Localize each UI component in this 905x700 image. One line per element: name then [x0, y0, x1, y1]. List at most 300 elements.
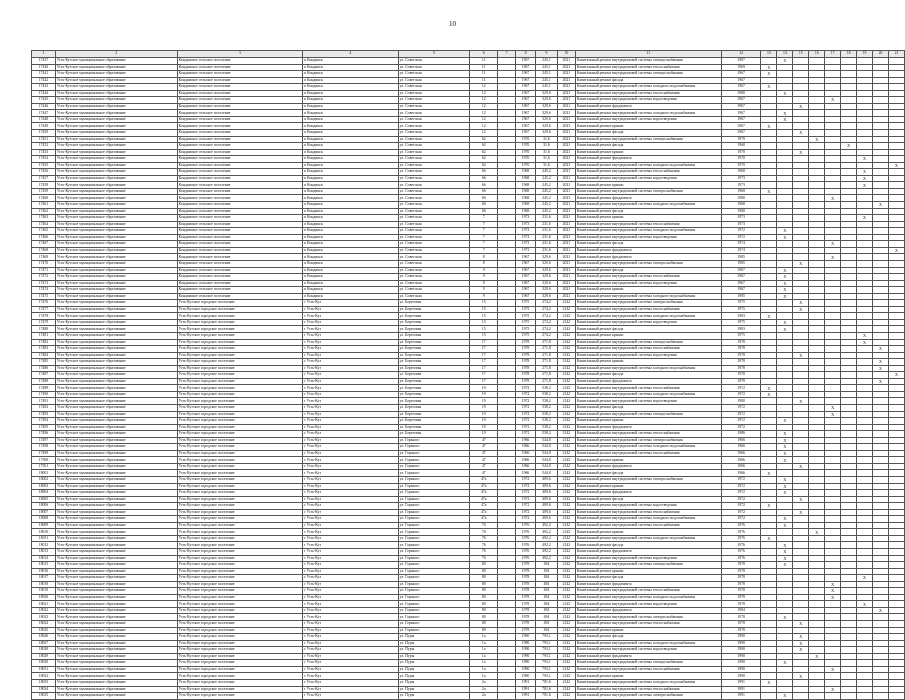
table-cell: 1972	[721, 516, 761, 523]
table-cell: 17490	[32, 391, 56, 398]
table-cell: 2142	[557, 424, 575, 431]
column-number-row	[32, 51, 905, 58]
table-cell: 1966	[516, 450, 536, 457]
table-cell: 17	[470, 339, 498, 346]
table-cell: 1968	[721, 143, 761, 150]
table-cell: 781,6	[535, 693, 557, 700]
table-cell: ул. Советская	[398, 195, 470, 202]
table-cell: 409,6	[535, 477, 557, 484]
table-cell: 66	[470, 202, 498, 209]
table-cell: Усть-Кутское муниципальное образование	[55, 693, 177, 700]
table-cell	[761, 693, 777, 700]
table-cell: 494	[535, 594, 557, 601]
table-cell: Капитальный ремонт внутридомовой системы электроснабжения	[575, 660, 721, 667]
table-cell: г Усть-Кут	[303, 601, 399, 608]
table-cell: Усть-Кутское городское поселение	[177, 404, 303, 411]
table-cell: 47	[470, 457, 498, 464]
table-cell: 47а	[470, 509, 498, 516]
table-cell: 2а	[470, 679, 498, 686]
table-cell: 1967	[721, 280, 761, 287]
table-cell: ул. Советская	[398, 215, 470, 222]
table-cell: Усть-Кутское муниципальное образование	[55, 97, 177, 104]
table-cell: Усть-Кутское городское поселение	[177, 594, 303, 601]
table-cell: 1970	[516, 162, 536, 169]
table-cell: Усть-Кутское городское поселение	[177, 470, 303, 477]
table-cell: ул. Горького	[398, 542, 470, 549]
table-cell: ул. Советская	[398, 188, 470, 195]
table-cell: 17451	[32, 136, 56, 143]
table-cell: Усть-Кутское муниципальное образование	[55, 247, 177, 254]
table-cell: г Усть-Кут	[303, 614, 399, 621]
table-cell: Усть-Кутское городское поселение	[177, 326, 303, 333]
table-cell: г Усть-Кут	[303, 319, 399, 326]
table-cell: 18011	[32, 535, 56, 542]
table-cell: Усть-Кутское муниципальное образование	[55, 195, 177, 202]
table-cell: 1990	[516, 634, 536, 641]
table-cell: 1а	[470, 653, 498, 660]
table-cell: Усть-Кутское городское поселение	[177, 346, 303, 353]
table-cell: 2142	[557, 607, 575, 614]
table-cell: 1972	[721, 418, 761, 425]
table-cell: Усть-Кутское муниципальное образование	[55, 208, 177, 215]
table-cell: 17441	[32, 71, 56, 78]
table-cell: Капитальный ремонт фасада	[575, 143, 721, 150]
table-cell: 538,2	[535, 391, 557, 398]
table-cell: Усть-Кутское муниципальное образование	[55, 411, 177, 418]
table-cell: Усть-Кутское муниципальное образование	[55, 365, 177, 372]
table-cell: 1972	[516, 496, 536, 503]
table-cell: Усть-Кутское муниципальное образование	[55, 594, 177, 601]
table-cell: Капитальный ремонт крыши	[575, 215, 721, 222]
table-cell: 1990	[721, 666, 761, 673]
table-cell: X	[777, 228, 793, 235]
table-cell: Усть-Кутское муниципальное образование	[55, 666, 177, 673]
table-cell: 17	[470, 359, 498, 366]
table-cell: 329,6	[535, 287, 557, 294]
table-cell: Усть-Кутское городское поселение	[177, 522, 303, 529]
table-cell: 80	[470, 562, 498, 569]
table-cell: Кондинское сельское поселение	[177, 90, 303, 97]
table-cell: 1990	[721, 640, 761, 647]
table-cell: Капитальный ремонт внутридомовой системы теплоснабжения	[575, 509, 721, 516]
table-cell: 2021	[557, 110, 575, 117]
column-header: 1	[32, 51, 56, 58]
table-cell: 2142	[557, 444, 575, 451]
table-cell: X	[793, 640, 809, 647]
table-cell: г Усть-Кут	[303, 581, 399, 588]
table-cell: 492,2	[535, 522, 557, 529]
table-cell: 409,6	[535, 496, 557, 503]
table-cell: п Кондинск	[303, 280, 399, 287]
table-cell: Усть-Кутское муниципальное образование	[55, 287, 177, 294]
table-cell: 19	[470, 411, 498, 418]
table-cell: Усть-Кутское городское поселение	[177, 496, 303, 503]
table-cell: 2142	[557, 457, 575, 464]
table-cell: 1а	[470, 660, 498, 667]
table-cell: 18016	[32, 568, 56, 575]
table-cell: Капитальный ремонт фундамента	[575, 378, 721, 385]
table-cell: 18032	[32, 673, 56, 680]
table-cell: 1967	[721, 130, 761, 137]
table-cell: Капитальный ремонт внутридомовой системы холодного водоснабжения	[575, 516, 721, 523]
table-cell: Капитальный ремонт внутридомовой системы водоотведения	[575, 319, 721, 326]
table-cell: 9	[470, 287, 498, 294]
table-cell: 544,8	[535, 450, 557, 457]
table-cell: ул. Береговая	[398, 372, 470, 379]
table-cell: Капитальный ремонт внутридомовой системы электроснабжения	[575, 411, 721, 418]
table-cell: X	[857, 169, 873, 176]
table-cell: Кондинское сельское поселение	[177, 110, 303, 117]
table-cell	[793, 693, 809, 700]
table-cell: 19	[470, 385, 498, 392]
table-cell: 9	[470, 274, 498, 281]
table-cell: Капитальный ремонт фасада	[575, 496, 721, 503]
table-cell: 1975	[516, 332, 536, 339]
table-cell: Усть-Кутское городское поселение	[177, 627, 303, 634]
table-cell: Усть-Кутское муниципальное образование	[55, 431, 177, 438]
table-cell: 1975	[516, 300, 536, 307]
table-cell: Капитальный ремонт фундамента	[575, 247, 721, 254]
table-cell: 2021	[557, 130, 575, 137]
table-cell: 18010	[32, 529, 56, 536]
table-cell: ул. Береговая	[398, 418, 470, 425]
table-cell: г Усть-Кут	[303, 326, 399, 333]
table-cell: 1978	[516, 627, 536, 634]
table-cell: 2021	[557, 77, 575, 84]
table-cell: п Кондинск	[303, 169, 399, 176]
table-cell: Усть-Кутское муниципальное образование	[55, 326, 177, 333]
table-cell: 245,2	[535, 169, 557, 176]
table-cell: ул. Советская	[398, 254, 470, 261]
table-cell: 1978	[721, 378, 761, 385]
table-cell: X	[761, 470, 777, 477]
table-cell: Усть-Кутское муниципальное образование	[55, 352, 177, 359]
table-cell: 7	[470, 241, 498, 248]
table-cell: Усть-Кутское муниципальное образование	[55, 588, 177, 595]
table-cell: 1966	[721, 470, 761, 477]
table-cell: 18020	[32, 594, 56, 601]
table-cell: п Кондинск	[303, 195, 399, 202]
table-cell: Капитальный ремонт внутридомовой системы теплоснабжения	[575, 346, 721, 353]
table-cell: Усть-Кутское муниципальное образование	[55, 522, 177, 529]
table-cell: 1972	[721, 496, 761, 503]
table-cell: п Кондинск	[303, 202, 399, 209]
table-cell: Капитальный ремонт внутридомовой системы электроснабжения	[575, 477, 721, 484]
table-cell: Усть-Кутское городское поселение	[177, 385, 303, 392]
table-cell: Усть-Кутское городское поселение	[177, 575, 303, 582]
table-cell: 1967	[721, 274, 761, 281]
table-cell: ул. Пуры	[398, 640, 470, 647]
table-cell: Усть-Кутское муниципальное образование	[55, 71, 177, 78]
table-cell: X	[825, 686, 841, 693]
table-cell: г Усть-Кут	[303, 503, 399, 510]
table-cell: 2021	[557, 260, 575, 267]
table-cell: 2142	[557, 516, 575, 523]
table-cell: X	[777, 116, 793, 123]
table-cell: 17467	[32, 241, 56, 248]
table-cell: ул. Горького	[398, 516, 470, 523]
table-cell: 1976	[721, 555, 761, 562]
table-cell: ул. Советская	[398, 149, 470, 156]
table-cell: X	[809, 529, 825, 536]
table-cell: 2142	[557, 477, 575, 484]
table-cell: Капитальный ремонт внутридомовой системы холодного водоснабжения	[575, 594, 721, 601]
table-cell: 1978	[721, 339, 761, 346]
table-cell: 66	[470, 182, 498, 189]
table-cell: 2021	[557, 143, 575, 150]
table-cell: г Усть-Кут	[303, 431, 399, 438]
table-cell: X	[793, 306, 809, 313]
table-cell: Усть-Кутское муниципальное образование	[55, 581, 177, 588]
table-cell: Капитальный ремонт крыши	[575, 529, 721, 536]
table-cell: 494	[535, 562, 557, 569]
table-cell: Усть-Кутское муниципальное образование	[55, 162, 177, 169]
table-cell: Кондинское сельское поселение	[177, 103, 303, 110]
table-cell: 1а	[470, 634, 498, 641]
table-cell: 1978	[516, 352, 536, 359]
table-cell: Усть-Кутское муниципальное образование	[55, 267, 177, 274]
column-header: 3	[177, 51, 303, 58]
table-cell: Капитальный ремонт внутридомовой системы водоотведения	[575, 647, 721, 654]
table-cell: 1967	[516, 293, 536, 300]
table-cell: Кондинское сельское поселение	[177, 77, 303, 84]
table-cell: Кондинское сельское поселение	[177, 234, 303, 241]
table-cell: Усть-Кутское муниципальное образование	[55, 280, 177, 287]
table-cell: 17477	[32, 306, 56, 313]
table-cell: 18022	[32, 607, 56, 614]
table-cell: 1968	[516, 169, 536, 176]
table-cell: 66	[470, 169, 498, 176]
table-cell: 2142	[557, 679, 575, 686]
table-cell: 19	[470, 431, 498, 438]
table-cell: Усть-Кутское городское поселение	[177, 607, 303, 614]
table-cell: Усть-Кутское городское поселение	[177, 653, 303, 660]
column-header: 13	[761, 51, 777, 58]
table-cell: Усть-Кутское муниципальное образование	[55, 84, 177, 91]
table-cell: 2021	[557, 136, 575, 143]
table-cell: Усть-Кутское городское поселение	[177, 418, 303, 425]
table-cell: 2142	[557, 359, 575, 366]
table-cell: X	[777, 522, 793, 529]
table-cell: 1967	[721, 84, 761, 91]
table-cell: 1972	[721, 477, 761, 484]
table-cell: ул. Советская	[398, 247, 470, 254]
table-cell: г Усть-Кут	[303, 418, 399, 425]
table-cell: ул. Горького	[398, 529, 470, 536]
table-cell: 1978	[516, 594, 536, 601]
table-cell: 76	[470, 555, 498, 562]
table-cell: Капитальный ремонт внутридомовой системы теплоснабжения	[575, 621, 721, 628]
table-cell: 1978	[516, 372, 536, 379]
table-cell: Капитальный ремонт внутридомовой системы электроснабжения	[575, 339, 721, 346]
table-cell: 494	[535, 588, 557, 595]
table-cell: Капитальный ремонт фасада	[575, 372, 721, 379]
table-cell: 1978	[516, 601, 536, 608]
table-cell: 2142	[557, 503, 575, 510]
table-cell: 544,8	[535, 437, 557, 444]
table-cell: Капитальный ремонт фасада	[575, 326, 721, 333]
table-cell: 245,2	[535, 188, 557, 195]
table-cell: 18009	[32, 522, 56, 529]
table-cell: 66	[470, 188, 498, 195]
table-cell: X	[825, 97, 841, 104]
table-cell: Усть-Кутское муниципальное образование	[55, 398, 177, 405]
table-cell: п Кондинск	[303, 143, 399, 150]
column-header: 2	[55, 51, 177, 58]
table-cell: Усть-Кутское городское поселение	[177, 503, 303, 510]
table-cell: 1967	[721, 71, 761, 78]
table-cell: 17470	[32, 260, 56, 267]
table-cell: г Усть-Кут	[303, 346, 399, 353]
table-cell: ул. Береговая	[398, 431, 470, 438]
table-cell: Капитальный ремонт фасада	[575, 542, 721, 549]
table-cell: ул. Горького	[398, 444, 470, 451]
table-cell: 17479	[32, 319, 56, 326]
table-cell: 1990	[721, 673, 761, 680]
table-cell: Усть-Кутское муниципальное образование	[55, 653, 177, 660]
table-cell: Усть-Кутское городское поселение	[177, 568, 303, 575]
table-cell: 793,1	[535, 647, 557, 654]
column-header: 8	[516, 51, 536, 58]
table-cell: Кондинское сельское поселение	[177, 247, 303, 254]
table-cell: Усть-Кутское муниципальное образование	[55, 130, 177, 137]
table-cell: 2142	[557, 562, 575, 569]
table-cell: г Усть-Кут	[303, 607, 399, 614]
table-cell: г Усть-Кут	[303, 621, 399, 628]
table-cell: 17450	[32, 130, 56, 137]
table-cell: г Усть-Кут	[303, 332, 399, 339]
table-cell: п Кондинск	[303, 77, 399, 84]
table-cell: 1978	[721, 575, 761, 582]
column-header: 12	[721, 51, 761, 58]
table-cell: ул. Советская	[398, 110, 470, 117]
table-cell: 47а	[470, 496, 498, 503]
table-cell: п Кондинск	[303, 215, 399, 222]
table-cell: 781,6	[535, 679, 557, 686]
table-cell: X	[761, 503, 777, 510]
table-cell: 1972	[516, 503, 536, 510]
table-cell: X	[777, 693, 793, 700]
table-cell: ул. Горького	[398, 607, 470, 614]
table-cell: Капитальный ремонт фасада	[575, 77, 721, 84]
table-cell: Усть-Кутское городское поселение	[177, 339, 303, 346]
table-cell: ул. Советская	[398, 116, 470, 123]
table-cell: Усть-Кутское муниципальное образование	[55, 306, 177, 313]
table-cell: 18012	[32, 542, 56, 549]
table-cell: 7	[470, 228, 498, 235]
table-cell: ул. Пуры	[398, 679, 470, 686]
table-cell: 1990	[721, 660, 761, 667]
table-cell: X	[857, 175, 873, 182]
table-cell: 17440	[32, 64, 56, 71]
table-cell: Усть-Кутское муниципальное образование	[55, 555, 177, 562]
table-cell: Усть-Кутское муниципальное образование	[55, 647, 177, 654]
table-cell: 1966	[721, 457, 761, 464]
table-cell: 17454	[32, 156, 56, 163]
table-cell: Капитальный ремонт внутридомовой системы электроснабжения	[575, 188, 721, 195]
table-cell: 76	[470, 549, 498, 556]
table-cell: 1967	[721, 287, 761, 294]
table-cell: Усть-Кутское городское поселение	[177, 588, 303, 595]
table-cell: 2021	[557, 90, 575, 97]
table-cell: Усть-Кутское городское поселение	[177, 332, 303, 339]
table-cell: г Усть-Кут	[303, 378, 399, 385]
table-cell: 2142	[557, 581, 575, 588]
table-cell: 1966	[516, 470, 536, 477]
table-cell: 18005	[32, 496, 56, 503]
table-cell: 1972	[516, 431, 536, 438]
table-cell: 15	[470, 332, 498, 339]
table-cell: Усть-Кутское городское поселение	[177, 352, 303, 359]
table-cell: Капитальный ремонт внутридомовой системы теплоснабжения	[575, 90, 721, 97]
table-cell: г Усть-Кут	[303, 575, 399, 582]
table-cell: X	[825, 588, 841, 595]
table-cell: Усть-Кутское городское поселение	[177, 601, 303, 608]
table-cell: 47	[470, 450, 498, 457]
table-cell: 2021	[557, 208, 575, 215]
table-cell: 1978	[721, 372, 761, 379]
table-cell: г Усть-Кут	[303, 555, 399, 562]
table-cell: ул. Береговая	[398, 306, 470, 313]
table-cell: 18014	[32, 555, 56, 562]
table-cell: 1990	[721, 647, 761, 654]
table-cell: Усть-Кутское городское поселение	[177, 372, 303, 379]
table-cell: 1970	[721, 162, 761, 169]
table-cell: 2142	[557, 313, 575, 320]
table-cell: 1975	[516, 313, 536, 320]
table-cell: X	[777, 516, 793, 523]
table-cell: 17	[470, 378, 498, 385]
table-cell: X	[793, 103, 809, 110]
table-cell: 1975	[516, 306, 536, 313]
table-cell: 18013	[32, 549, 56, 556]
table-cell: 1983	[721, 313, 761, 320]
table-cell: Капитальный ремонт внутридомовой системы электроснабжения	[575, 260, 721, 267]
table-cell: 492,2	[535, 535, 557, 542]
table-cell: ул. Советская	[398, 293, 470, 300]
table-cell: Капитальный ремонт внутридомовой системы теплоснабжения	[575, 385, 721, 392]
table-cell: 2021	[557, 195, 575, 202]
table-cell: 2142	[557, 575, 575, 582]
column-header: 4	[303, 51, 399, 58]
table-cell: 2021	[557, 64, 575, 71]
table-cell: ул. Береговая	[398, 326, 470, 333]
table-cell: 18015	[32, 562, 56, 569]
table-cell: X	[888, 372, 904, 379]
table-cell: 329,6	[535, 90, 557, 97]
table-cell: п Кондинск	[303, 228, 399, 235]
table-cell: 47а	[470, 483, 498, 490]
table-cell: ул. Пуры	[398, 693, 470, 700]
table-cell: 2142	[557, 673, 575, 680]
table-cell: 1972	[516, 490, 536, 497]
table-cell: 17437	[32, 58, 56, 65]
table-cell: 18025	[32, 627, 56, 634]
table-cell: Капитальный ремонт внутридомовой системы электроснабжения	[575, 437, 721, 444]
table-cell: 2142	[557, 437, 575, 444]
table-cell: 494	[535, 614, 557, 621]
table-cell: 18030	[32, 660, 56, 667]
table-cell: Усть-Кутское городское поселение	[177, 398, 303, 405]
table-cell: 1991	[721, 693, 761, 700]
table-cell	[873, 693, 889, 700]
table-cell: г Усть-Кут	[303, 496, 399, 503]
table-cell: Капитальный ремонт фундамента	[575, 195, 721, 202]
table-cell: Капитальный ремонт внутридомовой системы холодного водоснабжения	[575, 535, 721, 542]
table-cell: 1972	[721, 503, 761, 510]
table-cell: 1990	[516, 640, 536, 647]
table-cell: Кондинское сельское поселение	[177, 195, 303, 202]
